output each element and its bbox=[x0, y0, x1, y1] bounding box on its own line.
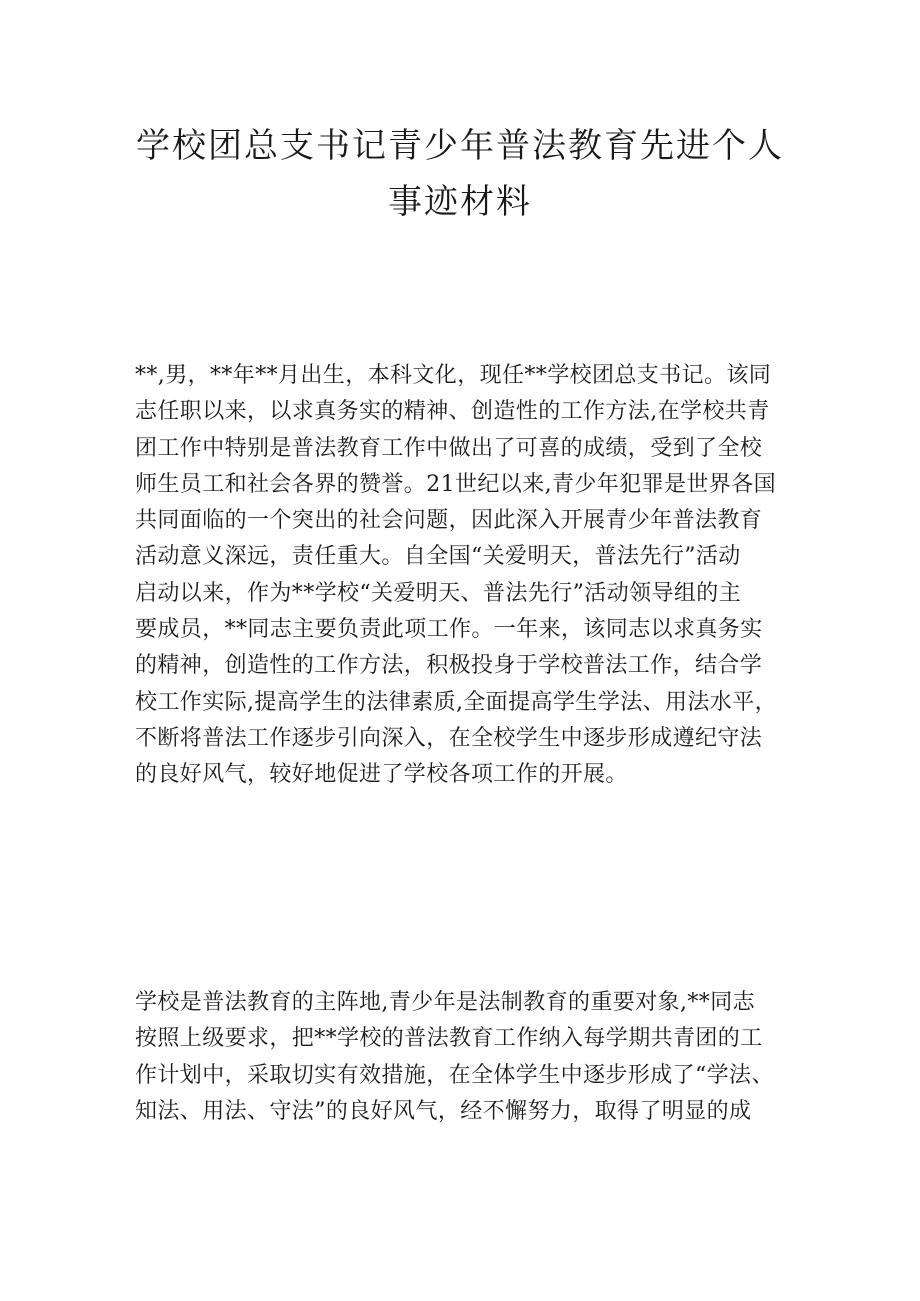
paragraph-line: 的精神，创造性的工作方法，积极投身于学校普法工作，结合学 bbox=[135, 653, 763, 679]
paragraph-line: 团工作中特别是普法教育工作中做出了可喜的成绩，受到了全校 bbox=[135, 435, 763, 461]
paragraph-line: 按照上级要求，把**学校的普法教育工作纳入每学期共青团的工 bbox=[135, 1026, 763, 1052]
paragraph-line: 知法、用法、守法”的良好风气，经不懈努力，取得了明显的成 bbox=[135, 1098, 752, 1124]
paragraph-line: 活动意义深远，责任重大。自全国“关爱明天，普法先行”活动 bbox=[135, 544, 741, 570]
document-title bbox=[100, 118, 820, 230]
paragraph-2 bbox=[135, 985, 795, 1130]
paragraph-line: 启动以来，作为**学校“关爱明天、普法先行”活动领导组的主 bbox=[135, 580, 742, 606]
title-line-1: 学校团总支书记青少年普法教育先进个人 bbox=[136, 126, 784, 166]
paragraph-line: 学校是普法教育的主阵地,青少年是法制教育的重要对象,**同志 bbox=[135, 990, 755, 1015]
paragraph-line: 志任职以来，以求真务实的精神、创造性的工作方法,在学校共青 bbox=[135, 399, 770, 425]
paragraph-line: 师生员工和社会各界的赞誉。21世纪以来,青少年犯罪是世界各国 bbox=[135, 471, 776, 497]
paragraph-line: 不断将普法工作逐步引向深入，在全校学生中逐步形成遵纪守法 bbox=[135, 725, 763, 751]
title-line-2: 事迹材料 bbox=[388, 182, 532, 222]
paragraph-line: **,男，**年**月出生，本科文化，现任**学校团总支书记。该同 bbox=[135, 363, 772, 388]
paragraph-line: 作计划中，采取切实有效措施，在全体学生中逐步形成了“学法、 bbox=[135, 1062, 774, 1088]
paragraph-line: 校工作实际,提高学生的法律素质,全面提高学生学法、用法水平， bbox=[135, 689, 777, 715]
paragraph-line: 要成员，**同志主要负责此项工作。一年来，该同志以求真务实 bbox=[135, 617, 763, 643]
paragraph-1 bbox=[135, 358, 795, 794]
paragraph-line: 的良好风气，较好地促进了学校各项工作的开展。 bbox=[135, 762, 628, 788]
paragraph-line: 共同面临的一个突出的社会问题，因此深入开展青少年普法教育 bbox=[135, 508, 763, 534]
